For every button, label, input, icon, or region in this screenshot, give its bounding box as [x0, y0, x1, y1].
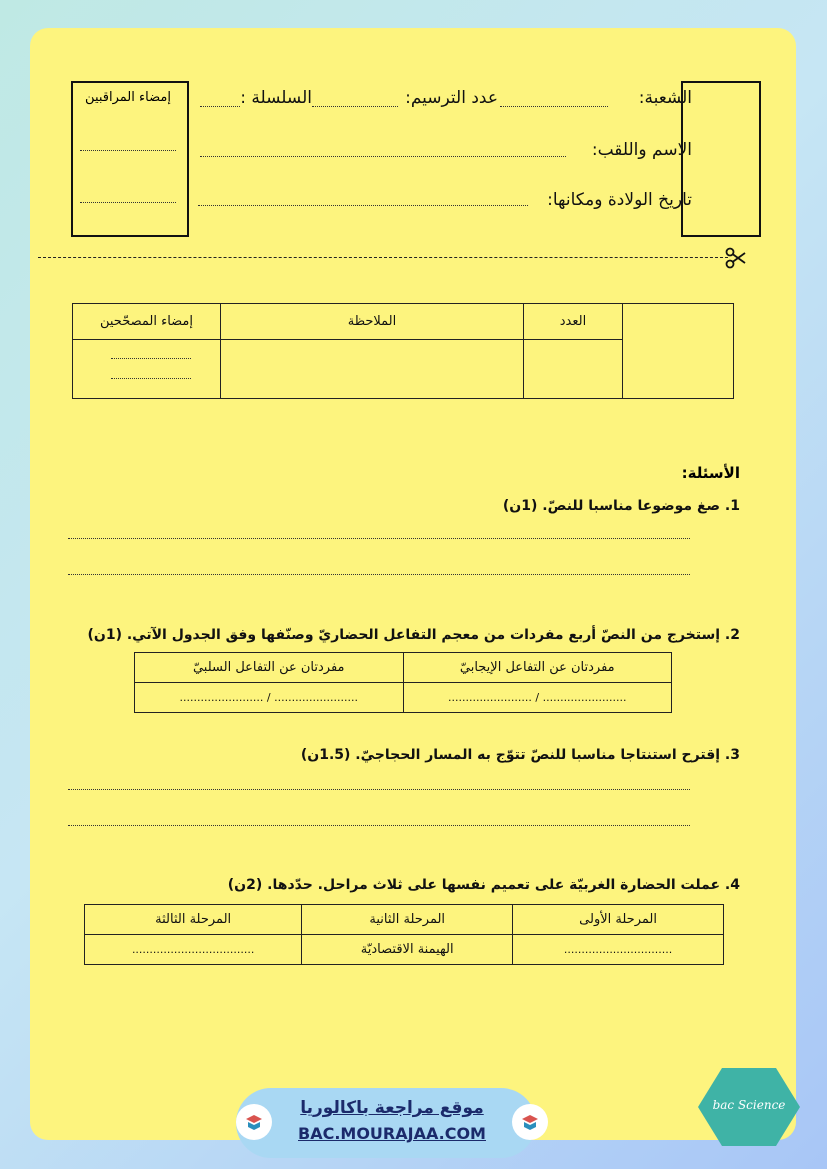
series-field[interactable] [200, 106, 240, 107]
series-label: السلسلة : [240, 88, 312, 108]
scissors-icon [724, 246, 748, 274]
name-label: الاسم واللقب: [591, 140, 692, 160]
q4-stage3-header: المرحلة الثالثة [85, 905, 302, 935]
q4-stage2-header: المرحلة الثانية [302, 905, 513, 935]
q2-positive-cell[interactable]: ........................ / ........................ [403, 683, 672, 713]
q4-stage3-cell[interactable]: ................................... [85, 935, 302, 965]
supervisor-line-1[interactable] [80, 150, 176, 151]
question-1-text: صغ موضوعا مناسبا للنصّ. (1ن) [502, 498, 721, 514]
cut-line [38, 257, 728, 258]
correctors-header: إمضاء المصحّحين [73, 304, 221, 340]
question-3-text: إقترح استنتاجا مناسبا للنصّ تتوّج به المسار الحجاجيّ. (1.5ن) [300, 747, 721, 763]
bac-science-badge [696, 1066, 802, 1148]
birth-field[interactable] [198, 205, 528, 206]
question-3 [301, 747, 740, 763]
question-4-number: 4. [724, 877, 740, 893]
question-3-number: 3. [724, 747, 740, 763]
q4-stage1-cell[interactable]: ............................... [513, 935, 724, 965]
reg-number-field[interactable] [312, 106, 398, 107]
remarks-header: الملاحظة [221, 304, 524, 340]
questions-title: الأسئلة: [681, 464, 740, 482]
q1-answer-line-1[interactable] [68, 538, 690, 539]
question-4 [228, 877, 740, 893]
question-2-text: إستخرج من النصّ أربع مفردات من معجم التفاعل الحضاريّ وصنّفها وفق الجدول الآتي. (1ن) [87, 627, 721, 643]
supervisors-label: إمضاء المراقبين [85, 90, 171, 105]
corrector-line-2 [111, 378, 191, 379]
question-2-number: 2. [724, 627, 740, 643]
branch-label: الشعبة: [638, 88, 692, 108]
q4-stage2-cell: الهيمنة الاقتصاديّة [302, 935, 513, 965]
footer-logo-left-icon [236, 1104, 272, 1140]
footer-site-url[interactable]: BAC.MOURAJAA.COM [298, 1124, 486, 1143]
footer-logo-right-icon [512, 1104, 548, 1140]
photo-box [681, 81, 761, 237]
q2-positive-header: مفردتان عن التفاعل الإيجابيّ [403, 653, 672, 683]
score-cell[interactable] [524, 340, 623, 399]
supervisor-line-2[interactable] [80, 202, 176, 203]
q2-negative-cell[interactable]: ........................ / ........................ [135, 683, 404, 713]
badge-text: bac Science [712, 1098, 786, 1112]
q3-answer-line-2[interactable] [68, 825, 690, 826]
grading-table [72, 303, 734, 399]
birth-label: تاريخ الولادة ومكانها: [547, 190, 692, 210]
remarks-cell[interactable] [221, 340, 524, 399]
q2-negative-header: مفردتان عن التفاعل السلبيّ [135, 653, 404, 683]
q4-table [84, 904, 724, 965]
q3-answer-line-1[interactable] [68, 789, 690, 790]
reg-number-label: عدد الترسيم: [405, 88, 498, 108]
correctors-cell[interactable] [73, 340, 221, 399]
q1-answer-line-2[interactable] [68, 574, 690, 575]
corrector-line-1 [111, 358, 191, 359]
question-2 [87, 627, 740, 643]
score-header: العدد [524, 304, 623, 340]
question-1-number: 1. [724, 498, 740, 514]
name-field[interactable] [200, 156, 566, 157]
footer-site-title[interactable]: موقع مراجعة باكالوريا [300, 1098, 484, 1118]
exam-sheet [30, 28, 796, 1140]
q4-stage1-header: المرحلة الأولى [513, 905, 724, 935]
question-4-text: عملت الحضارة الغربيّة على تعميم نفسها على ثلاث مراحل. حدّدها. (2ن) [227, 877, 721, 893]
question-1 [503, 498, 740, 514]
grade-blank-cell [623, 304, 734, 399]
branch-field[interactable] [500, 106, 608, 107]
q2-table [134, 652, 672, 713]
